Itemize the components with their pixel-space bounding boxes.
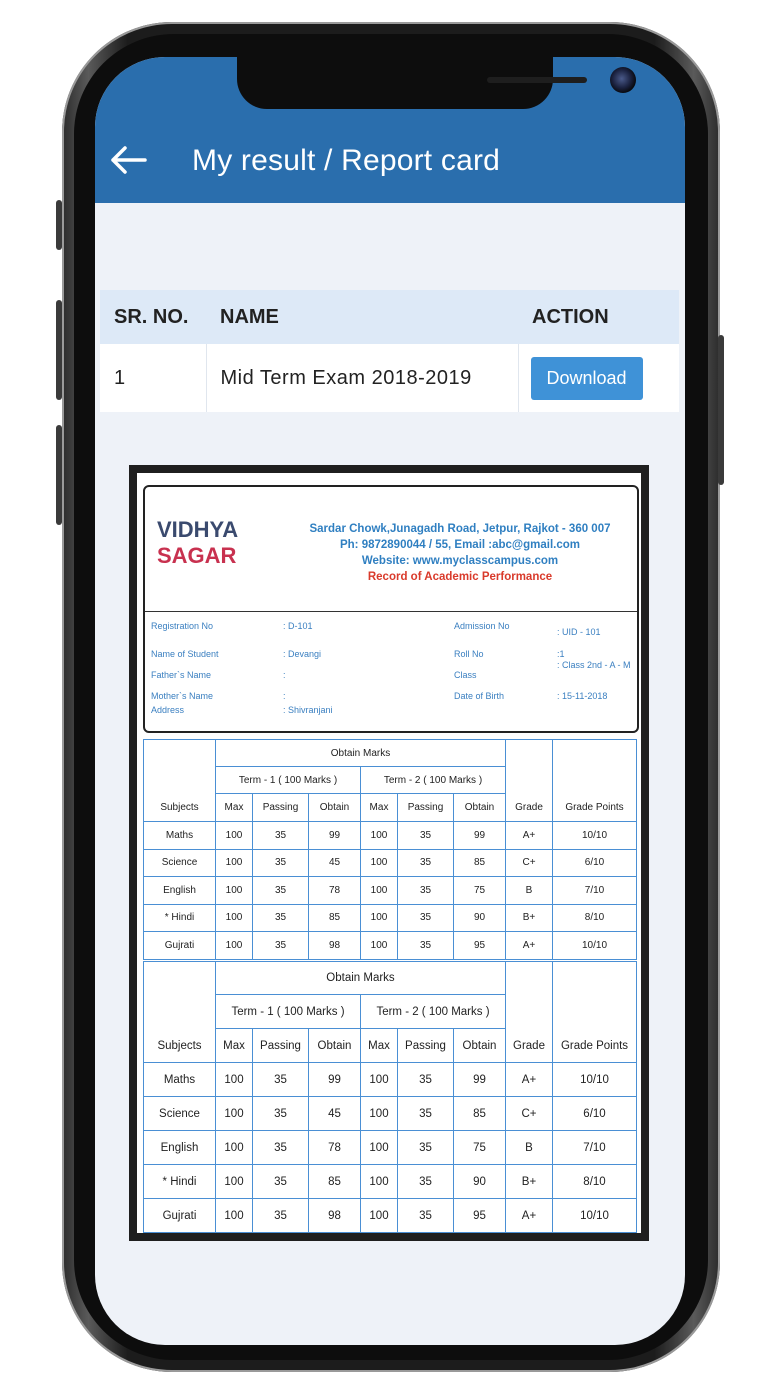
speaker-grille: [487, 77, 587, 83]
subject-cell: * Hindi: [144, 904, 216, 932]
table-row: [144, 1165, 637, 1199]
term1-passing-cell: 35: [253, 932, 309, 960]
arrow-left-icon[interactable]: [109, 145, 149, 175]
term1-max-cell: 100: [216, 849, 253, 877]
school-address-block: [285, 521, 635, 585]
term2-max-cell: 100: [361, 1199, 398, 1233]
max-header: Max: [361, 1029, 398, 1063]
max-header: Max: [216, 1029, 253, 1063]
registration-value: : D-101: [283, 621, 313, 631]
download-button[interactable]: Download: [531, 357, 643, 400]
term1-passing-cell: 35: [253, 1131, 309, 1165]
term1-obtain-cell: 45: [309, 849, 361, 877]
table-row: [144, 932, 637, 960]
obtain-header: Obtain: [454, 1029, 506, 1063]
term2-passing-cell: 35: [398, 1165, 454, 1199]
father-name-label: Father`s Name: [151, 670, 212, 680]
report-card-page: [137, 473, 641, 1233]
grade-points-header: Grade Points: [553, 740, 637, 822]
grade-points-header: Grade Points: [553, 962, 637, 1063]
term2-obtain-cell: 75: [454, 1131, 506, 1165]
table-row: [144, 877, 637, 905]
registration-label: Registration No: [151, 621, 214, 631]
term1-max-cell: 100: [216, 1097, 253, 1131]
term1-max-cell: 100: [216, 1131, 253, 1165]
table-row: [144, 1199, 637, 1233]
passing-header: Passing: [398, 794, 454, 822]
term2-header: Term - 2 ( 100 Marks ): [361, 995, 506, 1029]
term1-obtain-cell: 85: [309, 904, 361, 932]
grade-cell: C+: [506, 849, 553, 877]
obtain-marks-header: Obtain Marks: [216, 962, 506, 995]
grade-cell: B: [506, 877, 553, 905]
term1-obtain-cell: 85: [309, 1165, 361, 1199]
term1-obtain-cell: 98: [309, 932, 361, 960]
term1-max-cell: 100: [216, 1063, 253, 1097]
passing-header: Passing: [253, 794, 309, 822]
term2-obtain-cell: 90: [454, 904, 506, 932]
term1-max-cell: 100: [216, 877, 253, 905]
term2-passing-cell: 35: [398, 932, 454, 960]
address-value: : Shivranjani: [283, 705, 333, 715]
term1-header: Term - 1 ( 100 Marks ): [216, 767, 361, 794]
obtain-header: Obtain: [309, 1029, 361, 1063]
grade-header: Grade: [506, 740, 553, 822]
term2-obtain-cell: 75: [454, 877, 506, 905]
term2-max-cell: 100: [361, 932, 398, 960]
term2-obtain-cell: 99: [454, 822, 506, 850]
subjects-header: Subjects: [144, 740, 216, 822]
term2-max-cell: 100: [361, 904, 398, 932]
grade-cell: C+: [506, 1097, 553, 1131]
school-contact: Ph: 9872890044 / 55, Email :abc@gmail.com: [339, 539, 581, 551]
table-row: [144, 822, 637, 850]
term2-passing-cell: 35: [398, 822, 454, 850]
obtain-marks-header: Obtain Marks: [216, 740, 506, 767]
max-header: Max: [361, 794, 398, 822]
grade-cell: A+: [506, 932, 553, 960]
school-address: Sardar Chowk,Junagadh Road, Jetpur, Rajkot - 360 007: [309, 523, 611, 535]
school-logo-line1: VIDHYA: [157, 517, 239, 542]
report-card-preview: [129, 465, 649, 1241]
student-name-value: : Devangi: [283, 649, 322, 659]
grade-points-cell: 6/10: [553, 1097, 637, 1131]
school-website: Website: www.myclasscampus.com: [361, 555, 559, 567]
term1-obtain-cell: 99: [309, 1063, 361, 1097]
student-name-label: Name of Student: [151, 649, 219, 659]
grade-points-cell: 7/10: [553, 877, 637, 905]
mother-name-label: Mother`s Name: [151, 691, 214, 701]
column-header-sr-no: SR. NO.: [100, 290, 206, 344]
phone-side-button: [56, 200, 62, 250]
phone-screen: [95, 57, 685, 1345]
term1-passing-cell: 35: [253, 1097, 309, 1131]
father-name-value: :: [283, 670, 286, 680]
term2-passing-cell: 35: [398, 1097, 454, 1131]
term2-obtain-cell: 90: [454, 1165, 506, 1199]
term1-obtain-cell: 99: [309, 822, 361, 850]
subject-cell: Science: [144, 849, 216, 877]
subject-cell: Maths: [144, 1063, 216, 1097]
grade-points-cell: 8/10: [553, 904, 637, 932]
table-row: [144, 1097, 637, 1131]
grade-cell: B: [506, 1131, 553, 1165]
row-exam-name: Mid Term Exam 2018-2019: [206, 344, 518, 412]
grade-points-cell: 6/10: [553, 849, 637, 877]
max-header: Max: [216, 794, 253, 822]
term1-passing-cell: 35: [253, 822, 309, 850]
term1-passing-cell: 35: [253, 904, 309, 932]
obtain-header: Obtain: [454, 794, 506, 822]
table-row: [144, 1063, 637, 1097]
term1-max-cell: 100: [216, 1199, 253, 1233]
term1-header: Term - 1 ( 100 Marks ): [216, 995, 361, 1029]
term2-max-cell: 100: [361, 1165, 398, 1199]
term2-passing-cell: 35: [398, 904, 454, 932]
phone-power-button: [718, 335, 724, 485]
term2-obtain-cell: 85: [454, 849, 506, 877]
grade-cell: A+: [506, 1063, 553, 1097]
term2-passing-cell: 35: [398, 1199, 454, 1233]
roll-value: :1: [557, 649, 565, 659]
row-sr-no: 1: [100, 344, 206, 412]
grade-points-cell: 7/10: [553, 1131, 637, 1165]
term1-max-cell: 100: [216, 932, 253, 960]
term1-passing-cell: 35: [253, 1199, 309, 1233]
term2-obtain-cell: 99: [454, 1063, 506, 1097]
term1-passing-cell: 35: [253, 877, 309, 905]
school-logo-line2: SAGAR: [157, 543, 237, 568]
dob-value: : 15-11-2018: [557, 691, 608, 701]
passing-header: Passing: [398, 1029, 454, 1063]
term2-max-cell: 100: [361, 877, 398, 905]
marks-table-repeat: [143, 961, 637, 1233]
grade-cell: A+: [506, 1199, 553, 1233]
term1-passing-cell: 35: [253, 849, 309, 877]
grade-points-cell: 10/10: [553, 1063, 637, 1097]
column-header-name: NAME: [206, 290, 518, 344]
grade-cell: B+: [506, 904, 553, 932]
grade-points-cell: 8/10: [553, 1165, 637, 1199]
grade-header: Grade: [506, 962, 553, 1063]
term2-obtain-cell: 95: [454, 1199, 506, 1233]
table-row: [144, 849, 637, 877]
header-divider: [145, 611, 637, 612]
phone-notch: [237, 57, 553, 109]
grade-points-cell: 10/10: [553, 1199, 637, 1233]
term2-passing-cell: 35: [398, 877, 454, 905]
term1-passing-cell: 35: [253, 1063, 309, 1097]
term1-obtain-cell: 78: [309, 877, 361, 905]
subject-cell: Gujrati: [144, 932, 216, 960]
term1-obtain-cell: 98: [309, 1199, 361, 1233]
camera-icon: [610, 67, 636, 93]
grade-points-cell: 10/10: [553, 822, 637, 850]
term1-max-cell: 100: [216, 1165, 253, 1199]
term2-header: Term - 2 ( 100 Marks ): [361, 767, 506, 794]
grade-cell: B+: [506, 1165, 553, 1199]
obtain-header: Obtain: [309, 794, 361, 822]
address-label: Address: [151, 705, 185, 715]
results-table: [100, 290, 679, 412]
phone-volume-down-button: [56, 425, 62, 525]
table-row: [144, 1131, 637, 1165]
column-header-action: ACTION: [518, 290, 679, 344]
report-card-header: [143, 485, 639, 733]
subject-cell: Maths: [144, 822, 216, 850]
results-table-header: [100, 290, 679, 344]
term1-passing-cell: 35: [253, 1165, 309, 1199]
term1-max-cell: 100: [216, 822, 253, 850]
admission-value: : UID - 101: [557, 627, 601, 637]
term2-max-cell: 100: [361, 822, 398, 850]
phone-volume-up-button: [56, 300, 62, 400]
term1-obtain-cell: 78: [309, 1131, 361, 1165]
term2-max-cell: 100: [361, 849, 398, 877]
class-label: Class: [454, 670, 477, 680]
term2-max-cell: 100: [361, 1063, 398, 1097]
passing-header: Passing: [253, 1029, 309, 1063]
page-title: My result / Report card: [192, 144, 501, 177]
roll-label: Roll No: [454, 649, 484, 659]
term2-passing-cell: 35: [398, 1131, 454, 1165]
dob-label: Date of Birth: [454, 691, 505, 701]
term2-max-cell: 100: [361, 1097, 398, 1131]
term2-passing-cell: 35: [398, 849, 454, 877]
grade-cell: A+: [506, 822, 553, 850]
table-row: [144, 904, 637, 932]
term1-obtain-cell: 45: [309, 1097, 361, 1131]
subject-cell: Science: [144, 1097, 216, 1131]
term2-max-cell: 100: [361, 1131, 398, 1165]
subject-cell: English: [144, 877, 216, 905]
term2-obtain-cell: 95: [454, 932, 506, 960]
subject-cell: Gujrati: [144, 1199, 216, 1233]
grade-points-cell: 10/10: [553, 932, 637, 960]
subject-cell: English: [144, 1131, 216, 1165]
term2-obtain-cell: 85: [454, 1097, 506, 1131]
subject-cell: * Hindi: [144, 1165, 216, 1199]
subjects-header: Subjects: [144, 962, 216, 1063]
record-title: Record of Academic Performance: [367, 571, 553, 583]
term2-passing-cell: 35: [398, 1063, 454, 1097]
class-value: : Class 2nd - A - M: [557, 660, 631, 670]
marks-table: [143, 739, 637, 960]
table-row: [100, 344, 679, 412]
mother-name-value: :: [283, 691, 286, 701]
term1-max-cell: 100: [216, 904, 253, 932]
admission-label: Admission No: [454, 621, 510, 631]
